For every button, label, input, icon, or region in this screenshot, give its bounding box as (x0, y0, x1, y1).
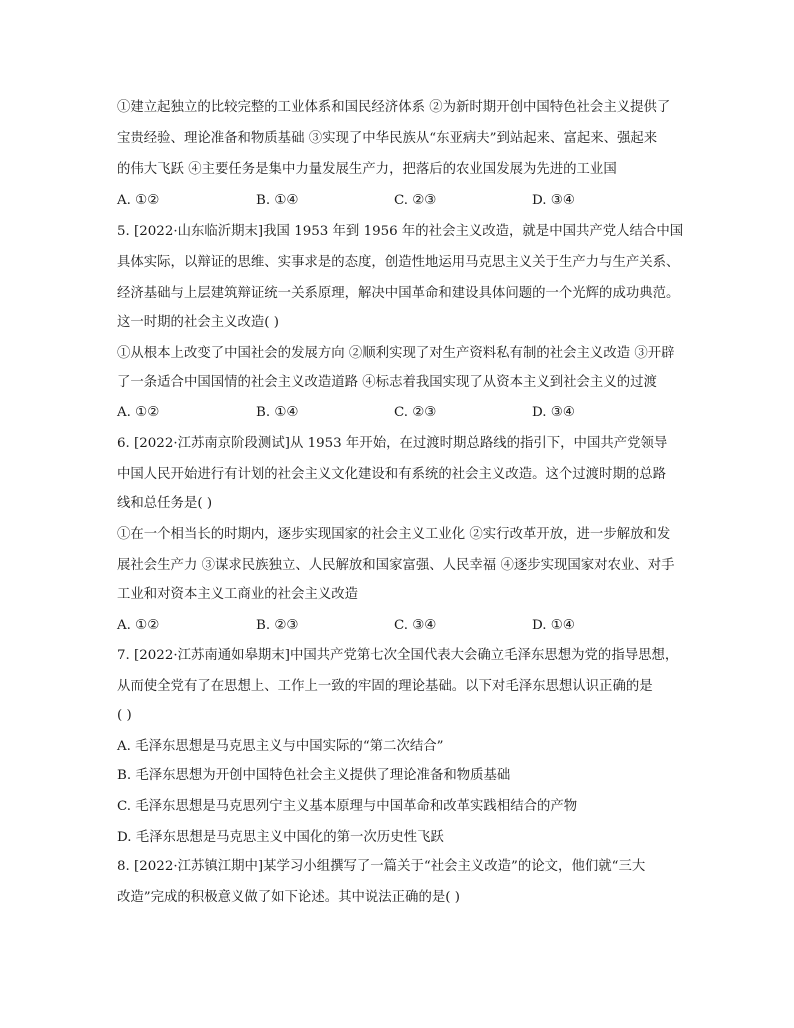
option-d: D. 毛泽东思想是马克思主义中国化的第一次历史性飞跃 (117, 830, 444, 845)
statement-line: 了一条适合中国国情的社会主义改造道路 ④标志着我国实现了从资本主义到社会主义的过渡 (117, 375, 657, 390)
text-line: ①建立起独立的比较完整的工业体系和国民经济体系 ②为新时期开创中国特色社会主义提供了 (117, 100, 671, 115)
text-line: 宝贵经验、理论准备和物质基础 ③实现了中华民族从“东亚病夫”到站起来、富起来、强起来 (117, 131, 658, 146)
option-b: B. 毛泽东思想为开创中国特色社会主义提供了理论准备和物质基础 (117, 768, 511, 783)
question-stem-line: 线和总任务是( ) (117, 496, 213, 511)
option-d: D. ③④ (532, 405, 575, 420)
option-c: C. ②③ (394, 193, 437, 208)
question-stem-line: ( ) (117, 708, 132, 723)
option-b: B. ②③ (256, 618, 299, 633)
option-b: B. ①④ (256, 193, 299, 208)
statement-line: 工业和对资本主义工商业的社会主义改造 (117, 587, 359, 602)
statement-line: ①在一个相当长的时期内，逐步实现国家的社会主义工业化 ②实行改革开放，进一步解放和发 (117, 527, 671, 542)
option-a: A. ①② (117, 193, 160, 208)
option-c: C. ③④ (394, 618, 437, 633)
question-stem-line: 8. [2022·江苏镇江期中]某学习小组撰写了一篇关于“社会主义改造”的论文，他们就“三大 (117, 859, 646, 874)
question-stem-line: 这一时期的社会主义改造( ) (117, 315, 280, 330)
question-stem-line: 5. [2022·山东临沂期末]我国 1953 年到 1956 年的社会主义改造，就是中国共产党人结合中国 (117, 224, 684, 239)
text-line: 的伟大飞跃 ④主要任务是集中力量发展生产力，把落后的农业国发展为先进的工业国 (117, 162, 617, 177)
statement-line: 展社会生产力 ③谋求民族独立、人民解放和国家富强、人民幸福 ④逐步实现国家对农业、对手 (117, 558, 675, 573)
question-stem-line: 6. [2022·江苏南京阶段测试]从 1953 年开始，在过渡时期总路线的指引下，中国共产党领导 (117, 436, 668, 451)
answer-options (117, 403, 687, 423)
statement-line: ①从根本上改变了中国社会的发展方向 ②顺利实现了对生产资料私有制的社会主义改造 ③开辟 (117, 346, 675, 361)
question-stem-line: 经济基础与上层建筑辩证统一关系原理，解决中国革命和建设具体问题的一个光辉的成功典范。 (117, 286, 680, 301)
option-d: D. ①④ (532, 618, 575, 633)
question-stem-line: 从而使全党有了在思想上、工作上一致的牢固的理论基础。以下对毛泽东思想认识正确的是 (117, 679, 653, 694)
option-b: B. ①④ (256, 405, 299, 420)
answer-options (117, 616, 687, 636)
option-a: A. ①② (117, 405, 160, 420)
option-d: D. ③④ (532, 193, 575, 208)
question-stem-line: 7. [2022·江苏南通如皋期末]中国共产党第七次全国代表大会确立毛泽东思想为党的指导思想， (117, 648, 679, 663)
answer-options (117, 191, 687, 211)
option-a: A. ①② (117, 618, 160, 633)
option-c: C. ②③ (394, 405, 437, 420)
option-a: A. 毛泽东思想是马克思主义与中国实际的“第二次结合” (117, 739, 444, 754)
question-stem-line: 改造”完成的积极意义做了如下论述。其中说法正确的是( ) (117, 890, 460, 905)
question-stem-line: 具体实际，以辩证的思维、实事求是的态度，创造性地运用马克思主义关于生产力与生产关系、 (117, 255, 680, 270)
option-c: C. 毛泽东思想是马克思列宁主义基本原理与中国革命和改革实践相结合的产物 (117, 799, 578, 814)
question-stem-line: 中国人民开始进行有计划的社会主义文化建设和有系统的社会主义改造。这个过渡时期的总路 (117, 467, 667, 482)
